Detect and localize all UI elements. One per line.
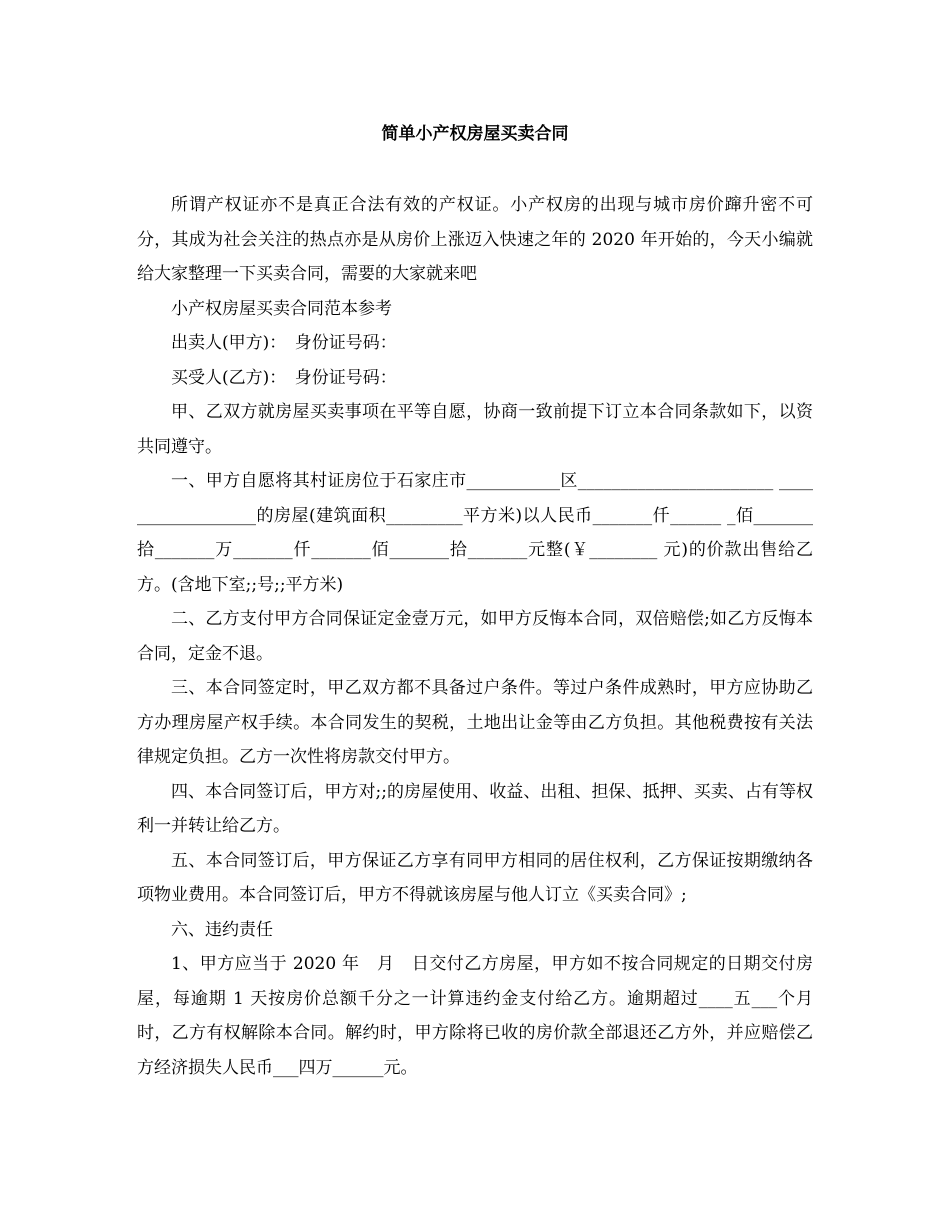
seller-line: 出卖人(甲方)： 身份证号码： bbox=[171, 333, 397, 353]
clause-1: 一、甲方自愿将其村证房位于石家庄市___________区_______________________ __________________的房屋(建筑面积_________平方米)以人民币_______仟______ _佰_______拾_______万_______仟_______佰_______拾_______元整(￥________ 元)的价款出售给乙方。(含地下室;;号;;平方米) bbox=[137, 471, 813, 595]
clause-2: 二、乙方支付甲方合同保证定金壹万元，如甲方反悔本合同，双倍赔偿;如乙方反悔本合同，定金不退。 bbox=[137, 609, 813, 664]
clause-6-item-1: 1、甲方应当于 2020 年 月 日交付乙方房屋，甲方如不按合同规定的日期交付房屋，每逾期 1 天按房价总额千分之一计算违约金支付给乙方。逾期超过____五___个月时，乙方有权解除本合同。解约时，甲方除将已收的房价款全部退还乙方外，并应赔偿乙方经济损失人民币___四万______元。 bbox=[137, 954, 813, 1078]
document-title: 简单小产权房屋买卖合同 bbox=[381, 124, 569, 144]
clause-5: 五、本合同签订后，甲方保证乙方享有同甲方相同的居住权利，乙方保证按期缴纳各项物业费用。本合同签订后，甲方不得就该房屋与他人订立《买卖合同》; bbox=[137, 850, 813, 905]
template-heading: 小产权房屋买卖合同范本参考 bbox=[171, 298, 392, 319]
preamble-paragraph: 甲、乙双方就房屋买卖事项在平等自愿，协商一致前提下订立本合同条款如下，以资共同遵守。 bbox=[137, 402, 813, 457]
intro-paragraph: 所谓产权证亦不是真正合法有效的产权证。小产权房的出现与城市房价蹿升密不可分，其成为社会关注的热点亦是从房价上涨迈入快速之年的 2020 年开始的，今天小编就给大家整理一下买卖合同，需要的大家就来吧 bbox=[137, 195, 813, 284]
buyer-line: 买受人(乙方)： 身份证号码： bbox=[171, 367, 397, 388]
clause-4: 四、本合同签订后，甲方对;;的房屋使用、收益、出租、担保、抵押、买卖、占有等权利一并转让给乙方。 bbox=[137, 781, 813, 836]
clause-3: 三、本合同签定时，甲乙双方都不具备过户条件。等过户条件成熟时，甲方应协助乙方办理房屋产权手续。本合同发生的契税，土地出让金等由乙方负担。其他税费按有关法律规定负担。乙方一次性将房款交付甲方。 bbox=[137, 678, 813, 767]
document-body bbox=[137, 188, 813, 1085]
clause-6-heading: 六、违约责任 bbox=[171, 919, 273, 940]
